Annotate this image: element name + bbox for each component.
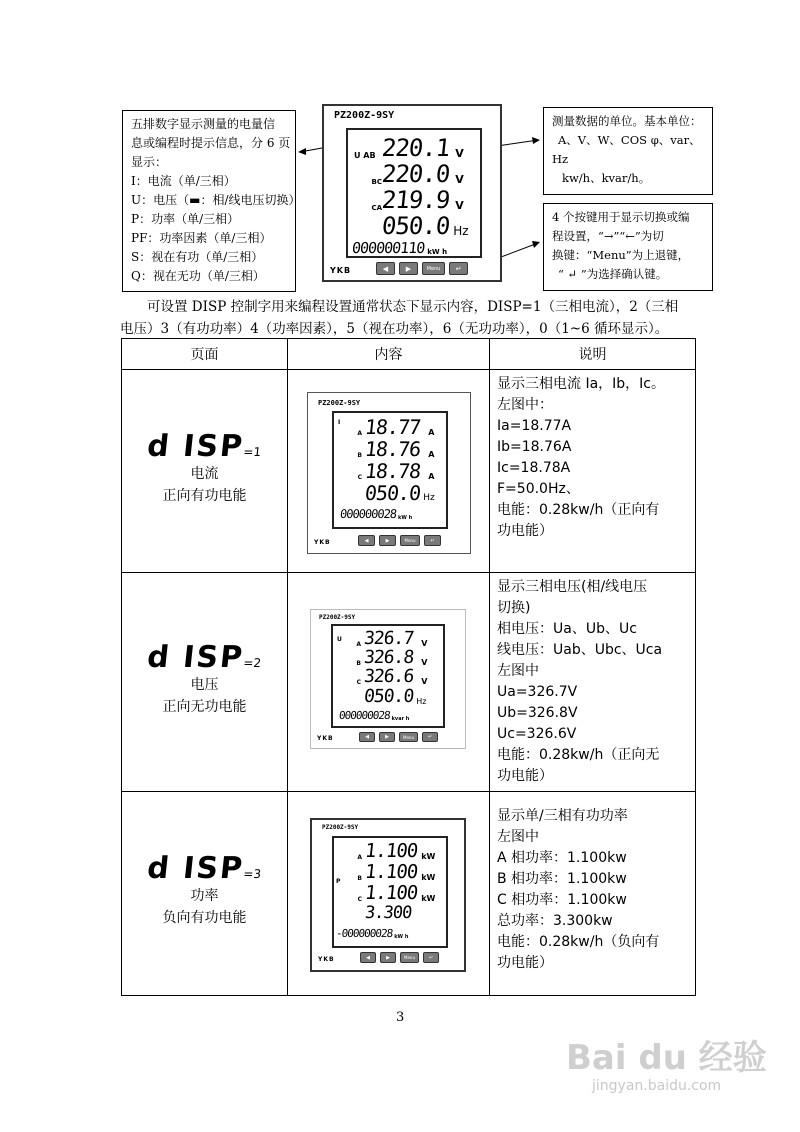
row-value: 326.8 bbox=[362, 647, 415, 668]
callout-line: 息或编程时提示信息，分 6 页 bbox=[131, 136, 291, 150]
row-value: 1.100 bbox=[363, 840, 419, 862]
right-key-button[interactable]: ▶ bbox=[379, 732, 395, 742]
meter-image-cell bbox=[288, 370, 490, 573]
key-row bbox=[360, 952, 439, 963]
row-value: 1.100 bbox=[363, 861, 419, 883]
page-cell bbox=[122, 792, 288, 996]
row-label: A bbox=[357, 854, 362, 861]
callout-line: 4 个按键用于显示切换或编 bbox=[552, 210, 690, 224]
lcd-screen bbox=[332, 836, 448, 948]
row-unit: kW bbox=[421, 873, 436, 882]
row-label: B bbox=[356, 660, 361, 667]
left-key-button[interactable]: ◀ bbox=[360, 952, 376, 963]
lcd-row bbox=[354, 136, 464, 160]
callout-line: kw/h、kvar/h。 bbox=[562, 171, 651, 185]
callout-line: 换键：“Menu”为上退键， bbox=[552, 248, 690, 262]
desc-line: 显示单/三相有功功率 bbox=[497, 808, 628, 824]
meter-panel-main bbox=[322, 104, 502, 282]
desc-line: 功电能） bbox=[497, 768, 553, 784]
description-cell bbox=[490, 370, 696, 573]
row-value: 18.78 bbox=[363, 459, 422, 483]
row-value: 219.9 bbox=[380, 186, 451, 214]
lcd-row bbox=[352, 240, 447, 256]
callout-line: Q：视在无功（单/三相） bbox=[131, 269, 265, 283]
desc-line: 功电能） bbox=[497, 523, 553, 539]
row-label: U AB bbox=[354, 151, 376, 160]
row-unit: kW h bbox=[427, 248, 448, 256]
lcd-screen bbox=[332, 411, 448, 529]
page-line2: 正向无功电能 bbox=[162, 698, 247, 715]
left-key-button[interactable]: ◀ bbox=[376, 262, 395, 275]
lcd-row bbox=[354, 188, 464, 212]
row-value: 220.0 bbox=[380, 160, 451, 188]
desc-line: B 相功率：1.100kw bbox=[497, 871, 627, 887]
key-row bbox=[359, 732, 438, 742]
description-cell bbox=[490, 573, 696, 792]
watermark-url: jingyan.baidu.com bbox=[592, 1078, 722, 1094]
lcd-row bbox=[341, 630, 427, 648]
enter-key-button[interactable]: ↵ bbox=[422, 732, 438, 742]
desc-line: 电能：0.28kw/h（负向有 bbox=[497, 934, 660, 950]
page-line1: 电流 bbox=[190, 465, 219, 482]
callout-line: 五排数字显示测量的电量信 bbox=[131, 117, 276, 131]
desc-line: 总功率：3.300kw bbox=[497, 913, 613, 929]
row-label: C bbox=[356, 679, 361, 686]
row-value: 326.6 bbox=[362, 666, 415, 687]
callout-line: P：功率（单/三相） bbox=[131, 212, 240, 226]
row-value: 18.77 bbox=[363, 415, 422, 439]
watermark-brand: Bai du 经验 bbox=[566, 1038, 767, 1078]
row-value: 050.0 bbox=[380, 212, 451, 240]
table-row bbox=[122, 370, 696, 573]
intro-line: 电压）3（有功功率）4（功率因素），5（视在功率），6（无功功率），0（1~6 循环显示）。 bbox=[120, 321, 669, 337]
left-key-button[interactable]: ◀ bbox=[358, 535, 375, 546]
callout-line: PF：功率因素（单/三相） bbox=[131, 231, 272, 245]
row-unit: Hz bbox=[453, 224, 469, 238]
right-key-button[interactable]: ▶ bbox=[379, 535, 396, 546]
desc-line: 左图中 bbox=[497, 829, 539, 845]
header-page: 页面 bbox=[122, 339, 288, 370]
side-label: U bbox=[337, 636, 342, 643]
disp-code: d ISP=3 bbox=[145, 851, 263, 886]
intro-paragraph bbox=[120, 296, 705, 340]
lcd-row bbox=[341, 688, 426, 706]
lcd-row bbox=[342, 461, 434, 481]
row-unit: A bbox=[428, 450, 435, 459]
enter-key-button[interactable]: ↵ bbox=[424, 535, 441, 546]
row-value: -000000028 bbox=[335, 927, 393, 940]
page-line1: 电压 bbox=[190, 676, 219, 693]
lcd-row bbox=[342, 884, 435, 903]
meter-image-cell bbox=[288, 573, 490, 792]
side-label: I bbox=[338, 419, 341, 426]
lcd-row bbox=[342, 863, 435, 882]
lcd-row bbox=[342, 905, 414, 922]
lcd-row bbox=[340, 508, 412, 521]
row-unit: Hz bbox=[423, 493, 435, 503]
desc-line: 显示三相电流 Ia，Ib，Ic。 bbox=[497, 376, 665, 392]
row-unit: kW h bbox=[398, 515, 413, 521]
page-line1: 功率 bbox=[190, 888, 219, 904]
row-unit: kW h bbox=[394, 934, 409, 940]
desc-line: Ic=18.78A bbox=[497, 460, 571, 476]
row-unit: A bbox=[428, 472, 435, 481]
row-unit: V bbox=[455, 199, 464, 212]
desc-line: 左图中： bbox=[497, 397, 553, 413]
callout-line: S：视在有功（单/三相） bbox=[131, 250, 264, 264]
row-label: B bbox=[357, 452, 362, 459]
side-label: P bbox=[336, 878, 341, 885]
desc-line: 左图中 bbox=[497, 663, 539, 679]
meter-panel bbox=[307, 392, 471, 554]
lcd-row bbox=[342, 439, 434, 459]
brand-logo: YKB bbox=[318, 956, 335, 963]
row-value: 000000028 bbox=[339, 507, 397, 521]
disp-code: d ISP=2 bbox=[145, 639, 263, 675]
page-line2: 正向有功电能 bbox=[162, 487, 247, 504]
row-unit: V bbox=[421, 658, 428, 667]
disp-table bbox=[121, 338, 696, 996]
callout-line: 显示： bbox=[131, 155, 168, 169]
desc-line: 切换) bbox=[497, 600, 531, 616]
row-label: B bbox=[357, 875, 362, 882]
lcd-screen bbox=[346, 128, 482, 258]
desc-line: C 相功率：1.100kw bbox=[497, 892, 627, 908]
desc-line: 功电能） bbox=[497, 955, 553, 971]
row-value: 050.0 bbox=[363, 481, 422, 505]
row-label: C bbox=[357, 896, 362, 903]
description-cell bbox=[490, 792, 696, 996]
enter-key-button[interactable]: ↵ bbox=[449, 262, 468, 275]
page-cell bbox=[122, 573, 288, 792]
desc-line: 电能：0.28kw/h（正向无 bbox=[497, 747, 660, 763]
brand-logo: YKB bbox=[314, 539, 331, 546]
row-value: 1.100 bbox=[363, 882, 419, 904]
lcd-screen bbox=[331, 624, 445, 728]
model-label: PZ200Z-9SY bbox=[319, 614, 356, 621]
row-label: C bbox=[357, 474, 362, 481]
lcd-row bbox=[354, 162, 464, 186]
row-unit: kvar h bbox=[391, 716, 410, 722]
row-value: 18.76 bbox=[363, 437, 422, 461]
row-unit: V bbox=[455, 173, 464, 186]
meter-panel bbox=[310, 609, 466, 749]
menu-key-button[interactable]: Menu bbox=[400, 535, 420, 546]
meter-image-cell bbox=[288, 792, 490, 996]
row-value: 220.1 bbox=[380, 134, 451, 162]
table-header-row bbox=[122, 339, 696, 370]
key-row bbox=[376, 262, 468, 275]
lcd-row bbox=[342, 417, 434, 437]
lcd-row bbox=[339, 710, 409, 722]
desc-line: A 相功率：1.100kw bbox=[497, 850, 627, 866]
row-unit: kW bbox=[421, 894, 436, 903]
brand-logo: YKB bbox=[330, 266, 352, 275]
disp-code: d ISP=1 bbox=[145, 428, 263, 464]
callout-line: 测量数据的单位。基本单位： bbox=[552, 114, 702, 128]
callout-line: 程设置，“→”“←”为切 bbox=[552, 229, 664, 243]
brand-logo: YKB bbox=[317, 735, 334, 742]
desc-line: Ia=18.77A bbox=[497, 418, 572, 434]
desc-line: 线电压：Uab、Ubc、Uca bbox=[497, 642, 663, 658]
row-unit: kW bbox=[421, 852, 436, 861]
left-key-button[interactable]: ◀ bbox=[359, 732, 375, 742]
lcd-row bbox=[336, 928, 408, 940]
intro-line: 可设置 DISP 控制字用来编程设置通常状态下显示内容，DISP=1（三相电流），2（三相 bbox=[147, 299, 679, 315]
desc-line: Ub=326.8V bbox=[497, 705, 578, 721]
header-description: 说明 bbox=[490, 339, 696, 370]
meter-panel bbox=[310, 818, 466, 972]
row-unit: Hz bbox=[416, 697, 427, 706]
lcd-row bbox=[354, 214, 469, 238]
table-row bbox=[122, 792, 696, 996]
desc-line: 相电压：Ua、Ub、Uc bbox=[497, 621, 637, 637]
enter-key-button[interactable]: ↵ bbox=[423, 952, 439, 963]
row-unit: V bbox=[421, 639, 428, 648]
page-number: 3 bbox=[396, 1010, 405, 1025]
row-unit: V bbox=[455, 147, 464, 160]
row-value: 050.0 bbox=[362, 686, 415, 707]
callout-line: I：电流（单/三相） bbox=[131, 174, 236, 188]
row-label: A bbox=[356, 641, 361, 648]
row-label: A bbox=[357, 430, 362, 437]
right-key-button[interactable]: ▶ bbox=[380, 952, 396, 963]
desc-line: 电能：0.28kw/h（正向有 bbox=[497, 502, 660, 518]
row-unit: V bbox=[421, 677, 428, 686]
page-cell bbox=[122, 370, 288, 573]
model-label: PZ200Z-9SY bbox=[322, 824, 359, 831]
menu-key-button[interactable]: Menu bbox=[422, 262, 445, 275]
desc-line: Uc=326.6V bbox=[497, 726, 577, 742]
callout-line: U：电压（▬：相/线电压切换） bbox=[131, 193, 301, 207]
header-content: 内容 bbox=[288, 339, 490, 370]
model-label: PZ200Z-9SY bbox=[334, 110, 395, 121]
row-label: BC bbox=[371, 178, 382, 186]
menu-key-button[interactable]: Menu bbox=[400, 952, 419, 963]
right-key-button[interactable]: ▶ bbox=[399, 262, 418, 275]
desc-line: Ib=18.76A bbox=[497, 439, 572, 455]
lcd-row bbox=[342, 483, 435, 503]
row-value: 3.300 bbox=[364, 903, 413, 923]
callout-line: Hz bbox=[552, 152, 569, 166]
callout-line: “ ↵ ”为选择确认键。 bbox=[558, 267, 668, 281]
desc-line: F=50.0Hz、 bbox=[497, 481, 580, 497]
key-row bbox=[358, 535, 441, 546]
row-label: CA bbox=[371, 204, 382, 212]
table-row bbox=[122, 573, 696, 792]
page-line2: 负向有功电能 bbox=[162, 910, 247, 926]
model-label: PZ200Z-9SY bbox=[318, 399, 361, 407]
row-value: 326.7 bbox=[362, 628, 415, 649]
menu-key-button[interactable]: Menu bbox=[399, 732, 418, 742]
lcd-row bbox=[341, 668, 427, 686]
row-value: 000000028 bbox=[338, 709, 391, 722]
lcd-row bbox=[342, 842, 435, 861]
desc-line: 显示三相电压(相/线电压 bbox=[497, 579, 648, 595]
desc-line: Ua=326.7V bbox=[497, 684, 578, 700]
row-value: 000000110 bbox=[351, 239, 426, 257]
row-unit: A bbox=[428, 428, 435, 437]
lcd-row bbox=[341, 649, 427, 667]
callout-line: A、V、W、COS φ、var、 bbox=[558, 133, 701, 147]
